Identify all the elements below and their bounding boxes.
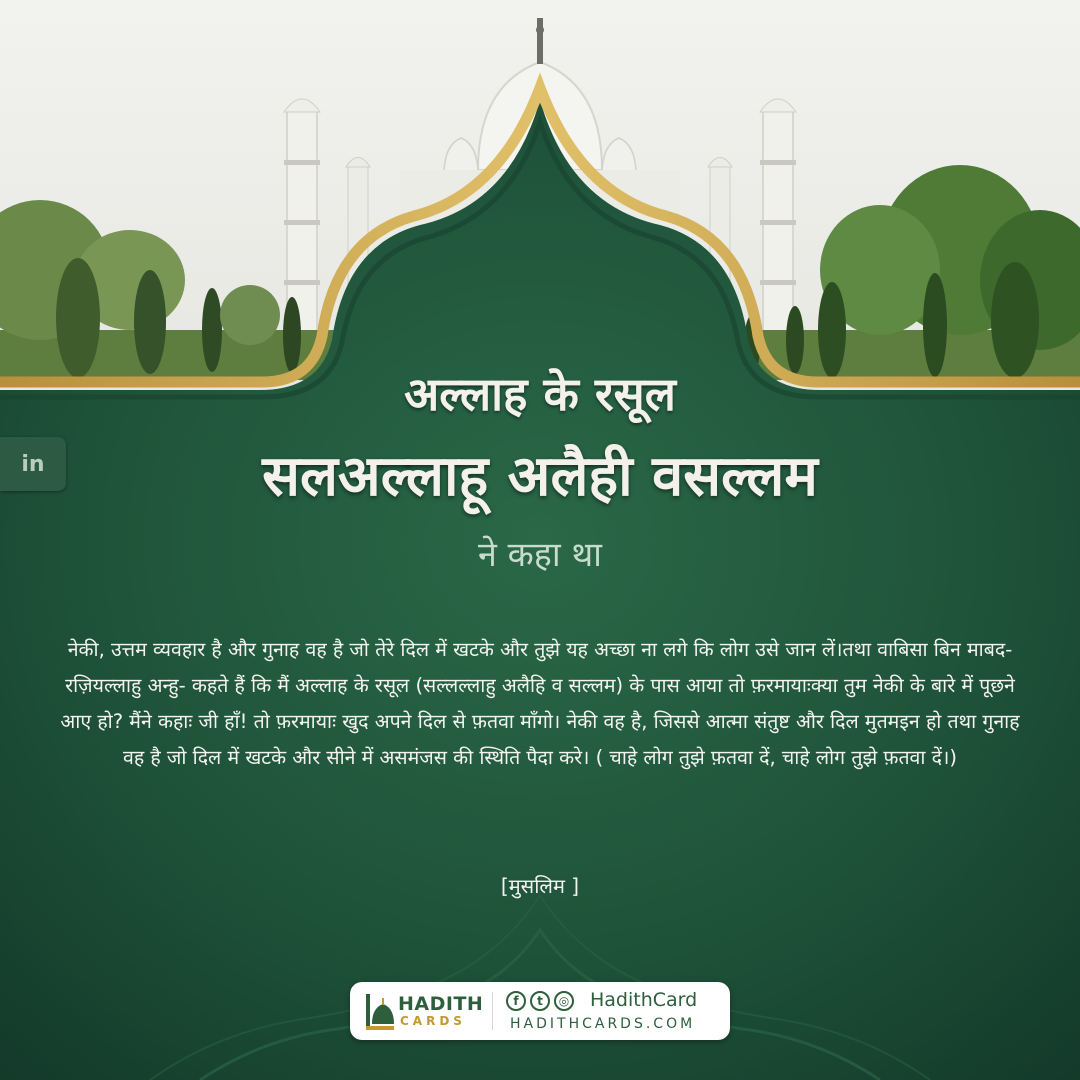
mosque-logo-icon (364, 990, 396, 1032)
footer-divider (492, 992, 493, 1030)
instagram-icon[interactable]: ◎ (554, 991, 574, 1011)
heading-line-3: ने कहा था (478, 535, 602, 575)
footer-branding-card (350, 982, 730, 1040)
social-icons (506, 991, 574, 1011)
linkedin-label: in (21, 451, 45, 477)
logo-title: HADITH (398, 993, 484, 1015)
heading-line-2: सलअल्लाहू अलैही वसल्लम (262, 444, 818, 509)
hadith-text: नेकी, उत्तम व्यवहार है और गुनाह वह है जो तेरे दिल में खटके और तुझे यह अच्छा ना लगे कि लोग उसे जान लें।तथा वाबिसा बिन माबद- रज़ियल्लाहु अन्हु- कहते हैं कि मैं अल्लाह के रसूल (सल्लल्लाहु अलैहि व सल्लम) के पास आया तो फ़रमायाःक्या तुम नेकी के बारे में पूछने आए हो? मैंने कहाः जी हाँ! तो फ़रमायाः खुद अपने दिल से फ़तवा माँगो। नेकी वह है, जिससे आत्मा संतुष्ट और दिल मुतमइन हो तथा गुनाह वह है जो दिल में खटके और सीने में असमंजस की स्थिति पैदा करे। ( चाहे लोग तुझे फ़तवा दें, चाहे लोग तुझे फ़तवा दें।) (60, 638, 1020, 769)
hadith-source: [मुसलिम ] (500, 874, 580, 898)
heading-line-1: अल्लाह के रसूल (404, 367, 676, 421)
logo-subtitle: CARDS (400, 1014, 466, 1028)
social-handle[interactable]: HadithCard (590, 989, 698, 1011)
hadithcards-logo[interactable] (364, 990, 484, 1032)
twitter-icon[interactable]: t (530, 991, 550, 1011)
facebook-icon[interactable]: f (506, 991, 526, 1011)
website-link[interactable]: HADITHCARDS.COM (510, 1016, 696, 1032)
